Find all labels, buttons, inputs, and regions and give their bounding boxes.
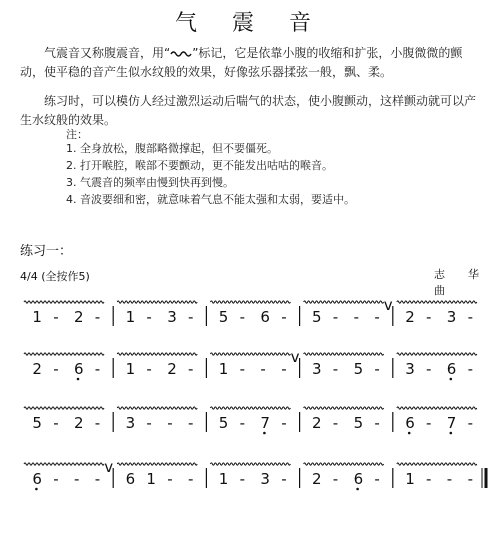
sustain-dash: - xyxy=(281,360,287,378)
vibrato-wave-line xyxy=(304,353,384,355)
note-digit: 1 xyxy=(125,308,136,326)
intro-paragraph-1-start: 气震音又称腹震音，用“ xyxy=(44,46,171,60)
note-digit: 7 xyxy=(260,414,270,432)
sustain-dash: - xyxy=(53,308,59,326)
sustain-dash: - xyxy=(146,414,152,432)
sustain-dash: - xyxy=(332,360,339,378)
vibrato-wave-line xyxy=(210,301,290,303)
note-digit: 3 xyxy=(312,360,322,378)
sustain-dash: - xyxy=(332,308,339,326)
note-item: 3. 气震音的频率由慢到快再到慢。 xyxy=(66,176,234,189)
note-digit: 1 xyxy=(32,308,42,326)
sustain-dash: - xyxy=(53,360,59,378)
sustain-dash: - xyxy=(74,470,80,488)
vibrato-wave-line xyxy=(24,353,104,355)
sustain-dash: - xyxy=(426,308,432,326)
sustain-dash: - xyxy=(94,414,101,432)
note-digit: 3 xyxy=(167,308,177,326)
sustain-dash: - xyxy=(467,470,474,488)
note-digit: 7 xyxy=(446,414,457,432)
sustain-dash: - xyxy=(146,308,152,326)
sustain-dash: - xyxy=(188,470,194,488)
sustain-dash: - xyxy=(239,470,246,488)
sustain-dash: - xyxy=(146,360,152,378)
vibrato-wave-line xyxy=(210,353,290,355)
vibrato-wave-line xyxy=(304,301,384,303)
sustain-dash: - xyxy=(467,414,474,432)
note-digit: 2 xyxy=(74,414,84,432)
note-item: 4. 音波要细和密，就意味着气息不能太强和太弱，要适中。 xyxy=(66,193,355,206)
vibrato-wave-line xyxy=(24,463,104,465)
sustain-dash: - xyxy=(167,414,173,432)
note-digit: 6 xyxy=(446,360,457,378)
sustain-dash: - xyxy=(374,470,380,488)
sustain-dash: - xyxy=(94,470,101,488)
sustain-dash: - xyxy=(188,308,194,326)
sustain-dash: - xyxy=(281,414,287,432)
note-digit: 5 xyxy=(312,308,322,326)
key-note: (全按作5) xyxy=(41,270,90,283)
sustain-dash: - xyxy=(239,414,246,432)
vibrato-wave-line xyxy=(117,407,197,409)
sustain-dash: - xyxy=(53,414,59,432)
low-octave-dot xyxy=(35,488,38,491)
vibrato-wave-line xyxy=(304,463,384,465)
exercise-title: 练习一： xyxy=(20,244,73,259)
note-digit: 5 xyxy=(32,414,42,432)
page-title: 气 震 音 xyxy=(175,11,325,36)
note-digit: 2 xyxy=(167,360,177,378)
vibrato-wave-line xyxy=(117,463,197,465)
note-digit: 2 xyxy=(312,414,322,432)
note-digit: 2 xyxy=(32,360,42,378)
low-octave-dot xyxy=(408,432,411,435)
time-signature: 4/4 xyxy=(20,270,38,283)
note-digit: 6 xyxy=(405,414,415,432)
sustain-dash: - xyxy=(188,360,194,378)
note-digit: 3 xyxy=(125,414,136,432)
sustain-dash: - xyxy=(94,360,101,378)
notes-heading: 注： xyxy=(66,128,88,141)
sustain-dash: - xyxy=(281,308,287,326)
sustain-dash: - xyxy=(332,414,339,432)
composer-credit: 志 华曲 xyxy=(434,268,485,297)
vibrato-wave-line xyxy=(117,353,197,355)
intro-paragraph-2: 练习时，可以模仿人经过激烈运动后喘气的状态，使小腹颤动，这样颤动就可以产生水纹般的效果。 xyxy=(20,94,477,127)
sustain-dash: - xyxy=(332,470,339,488)
note-digit: 5 xyxy=(353,414,364,432)
vibrato-wave-line xyxy=(304,407,384,409)
vibrato-wave-line xyxy=(117,301,197,303)
breath-mark: v xyxy=(104,458,114,476)
vibrato-wave-line xyxy=(397,407,477,409)
note-digit: 6 xyxy=(32,470,42,488)
vibrato-wave-line xyxy=(24,407,104,409)
note-digit: 1 xyxy=(218,360,229,378)
vibrato-wave-line xyxy=(397,301,477,303)
note-digit: 3 xyxy=(260,470,270,488)
sustain-dash: - xyxy=(167,470,173,488)
note-digit: 3 xyxy=(446,308,457,326)
sustain-dash: - xyxy=(281,470,287,488)
sustain-dash: - xyxy=(426,470,432,488)
note-digit: 6 xyxy=(260,308,270,326)
sustain-dash: - xyxy=(467,360,474,378)
note-digit: 1 xyxy=(218,470,229,488)
low-octave-dot xyxy=(450,378,453,381)
note-digit: 5 xyxy=(218,414,229,432)
sustain-dash: - xyxy=(260,360,266,378)
note-digit: 5 xyxy=(353,360,364,378)
sustain-dash: - xyxy=(374,414,380,432)
sustain-dash: - xyxy=(426,360,432,378)
sustain-dash: - xyxy=(239,360,246,378)
low-octave-dot xyxy=(356,488,359,491)
vibrato-wave-line xyxy=(24,301,104,303)
intro-paragraph-1-end: ”标记，它是依靠小腹的收缩和扩张，小腹微微的颤动，使平稳的音产生似水纹般的效果，好像弦乐器揉弦一般，飘、柔。 xyxy=(20,46,463,79)
sustain-dash: - xyxy=(94,308,101,326)
note-digit: 2 xyxy=(74,308,84,326)
vibrato-wave-line xyxy=(397,463,477,465)
breath-mark: v xyxy=(290,348,300,366)
note-digit: 6 xyxy=(74,360,84,378)
sustain-dash: - xyxy=(353,308,360,326)
sustain-dash: - xyxy=(446,470,453,488)
low-octave-dot xyxy=(450,432,453,435)
sustain-dash: - xyxy=(374,308,380,326)
sustain-dash: - xyxy=(426,414,432,432)
breath-mark: v xyxy=(383,296,393,314)
note-digit: 1 xyxy=(146,470,156,488)
note-digit: 5 xyxy=(218,308,229,326)
note-digit: 2 xyxy=(405,308,415,326)
note-digit: 6 xyxy=(125,470,136,488)
vibrato-wave-line xyxy=(397,353,477,355)
vibrato-wave-line xyxy=(210,407,290,409)
note-digit: 6 xyxy=(353,470,364,488)
sustain-dash: - xyxy=(374,360,380,378)
sustain-dash: - xyxy=(467,308,474,326)
vibrato-wave-line xyxy=(210,463,290,465)
note-item: 2. 打开喉腔，喉部不要颤动，更不能发出咕咕的喉音。 xyxy=(66,159,333,172)
low-octave-dot xyxy=(263,432,266,435)
sustain-dash: - xyxy=(239,308,246,326)
low-octave-dot xyxy=(77,378,80,381)
sustain-dash: - xyxy=(188,414,194,432)
note-digit: 1 xyxy=(405,470,415,488)
note-digit: 1 xyxy=(125,360,136,378)
note-item: 1. 全身放松，腹部略微撑起，但不要僵死。 xyxy=(66,142,278,155)
sustain-dash: - xyxy=(53,470,59,488)
note-digit: 2 xyxy=(312,470,322,488)
note-digit: 3 xyxy=(405,360,415,378)
